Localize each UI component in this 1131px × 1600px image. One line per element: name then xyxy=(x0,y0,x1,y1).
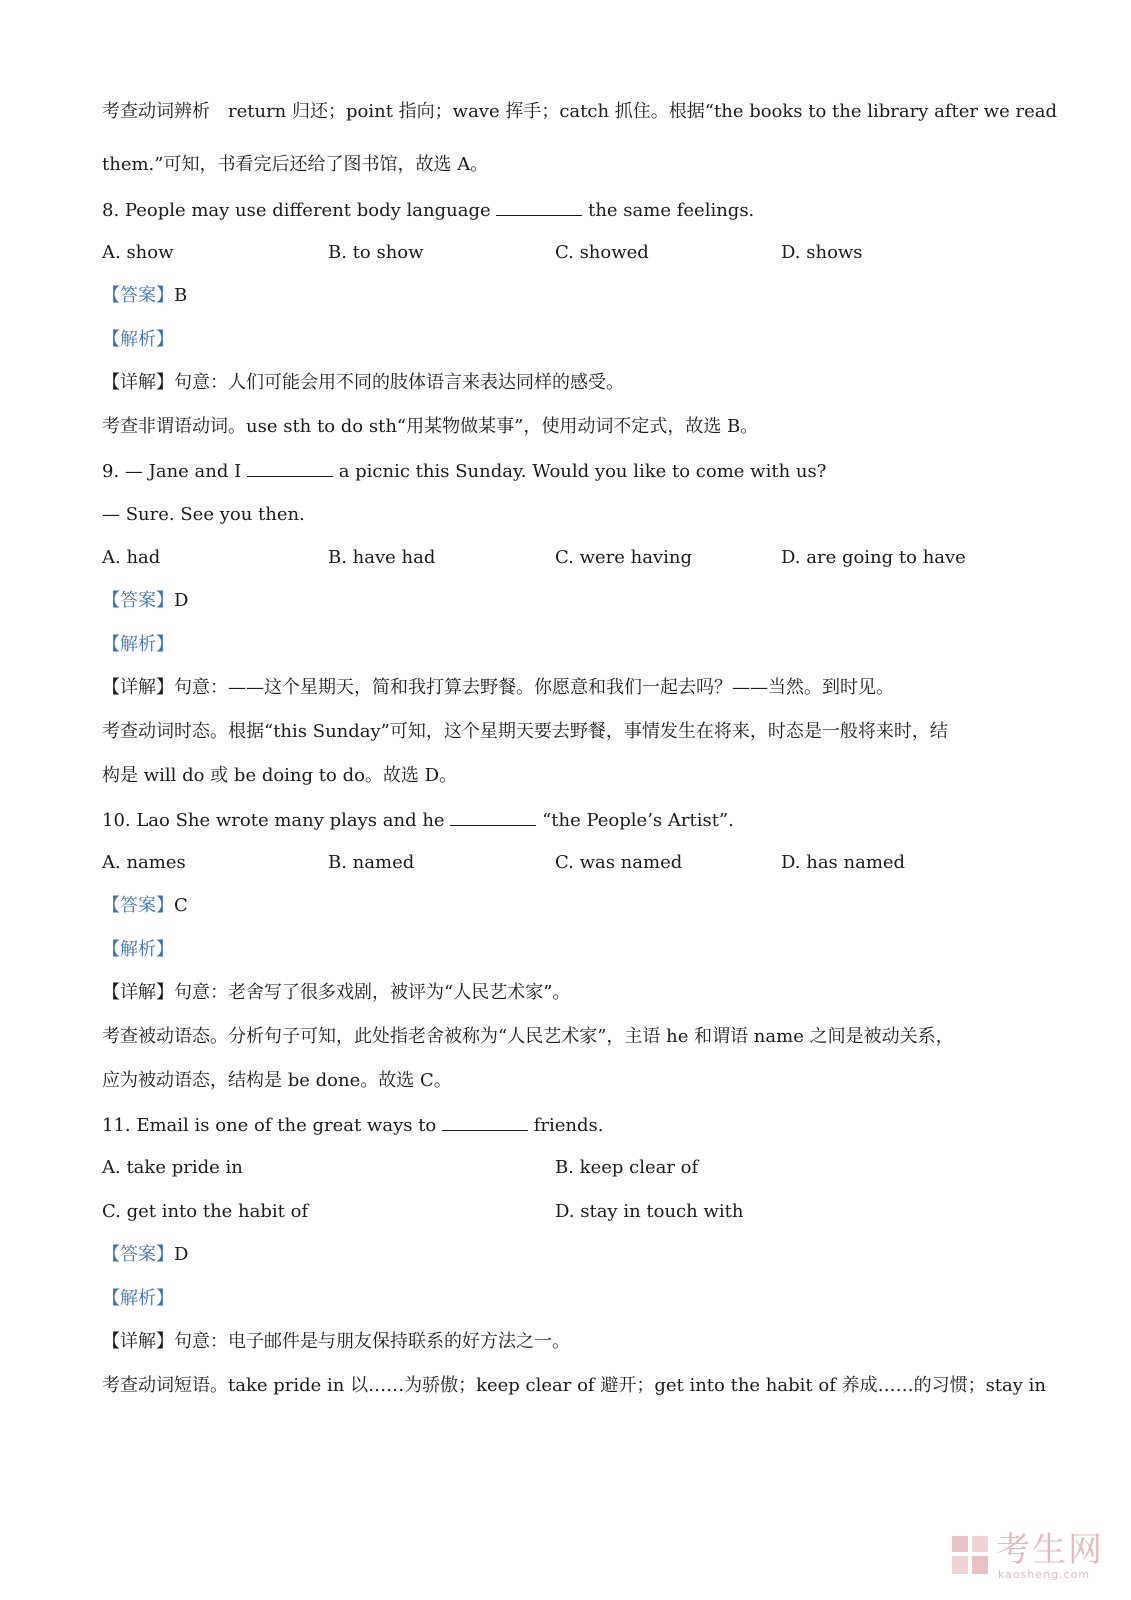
watermark-logo xyxy=(950,1530,1110,1580)
q9-detail: 【详解】句意：——这个星期天，简和我打算去野餐。你愿意和我们一起去吗？——当然。到时见。 xyxy=(102,677,894,698)
q11-blank xyxy=(442,1112,528,1131)
q10-explain-2: 应为被动语态，结构是 be done。故选 C。 xyxy=(102,1070,452,1091)
q10-explain-1: 考查被动语态。分析句子可知，此处指老舍被称为“人民艺术家”，主语 he 和谓语 name 之间是被动关系， xyxy=(102,1026,954,1047)
q11-option-d: D. stay in touch with xyxy=(555,1201,744,1222)
watermark-text: 考生网 xyxy=(996,1530,1104,1570)
q9-reply: — Sure. See you then. xyxy=(102,504,305,525)
q8-stem xyxy=(102,197,754,224)
q9-blank xyxy=(247,458,333,477)
q10-option-c: C. was named xyxy=(555,852,683,873)
q11-option-b: B. keep clear of xyxy=(555,1157,699,1178)
q8-answer-label: 【答案】 xyxy=(102,285,174,306)
q10-answer-value: C xyxy=(174,895,188,916)
q9-answer xyxy=(102,588,188,614)
q9-answer-value: D xyxy=(174,590,189,611)
q11-answer-value: D xyxy=(174,1244,189,1265)
q11-stem-post: friends. xyxy=(533,1115,604,1136)
q10-option-a: A. names xyxy=(102,852,186,873)
q9-stem-post: a picnic this Sunday. Would you like to come with us? xyxy=(338,461,827,482)
q10-blank xyxy=(450,807,536,826)
q9-option-a: A. had xyxy=(102,547,161,568)
q11-explain-1: 考查动词短语。take pride in 以……为骄傲；keep clear of 避开；get into the habit of 养成……的习惯；stay in xyxy=(102,1375,1047,1396)
q11-stem xyxy=(102,1112,603,1139)
q8-option-b: B. to show xyxy=(328,242,424,263)
intro-line-1: 考查动词辨析 return 归还；point 指向；wave 挥手；catch 抓住。根据“the books to the library after we read xyxy=(102,101,1058,122)
q8-explain-1: 考查非谓语动词。use sth to do sth“用某物做某事”，使用动词不定式，故选 B。 xyxy=(102,416,759,437)
q8-option-d: D. shows xyxy=(781,242,863,263)
q8-answer xyxy=(102,283,187,309)
q11-detail: 【详解】句意：电子邮件是与朋友保持联系的好方法之一。 xyxy=(102,1331,570,1352)
q9-stem xyxy=(102,458,826,485)
q8-blank xyxy=(496,197,582,216)
q9-answer-label: 【答案】 xyxy=(102,590,174,611)
q10-answer xyxy=(102,893,188,919)
intro-line-2: them.”可知，书看完后还给了图书馆，故选 A。 xyxy=(102,154,489,175)
q9-explain-1: 考查动词时态。根据“this Sunday”可知，这个星期天要去野餐，事情发生在将来，时态是一般将来时，结 xyxy=(102,721,948,742)
q8-detail: 【详解】句意：人们可能会用不同的肢体语言来表达同样的感受。 xyxy=(102,372,624,393)
kaosheng-logo-icon xyxy=(950,1534,990,1576)
q11-analysis-label: 【解析】 xyxy=(102,1288,174,1309)
q8-stem-post: the same feelings. xyxy=(588,200,755,221)
q10-detail: 【详解】句意：老舍写了很多戏剧，被评为“人民艺术家”。 xyxy=(102,982,571,1003)
q10-answer-label: 【答案】 xyxy=(102,895,174,916)
q8-analysis-label: 【解析】 xyxy=(102,329,174,350)
q9-option-c: C. were having xyxy=(555,547,692,568)
q10-analysis-label: 【解析】 xyxy=(102,939,174,960)
q11-answer xyxy=(102,1242,188,1268)
q10-option-d: D. has named xyxy=(781,852,906,873)
q8-option-a: A. show xyxy=(102,242,174,263)
q11-option-a: A. take pride in xyxy=(102,1157,243,1178)
q10-stem-pre: 10. Lao She wrote many plays and he xyxy=(102,810,445,831)
q9-explain-2: 构是 will do 或 be doing to do。故选 D。 xyxy=(102,765,458,786)
q8-stem-pre: 8. People may use different body language xyxy=(102,200,491,221)
q11-stem-pre: 11. Email is one of the great ways to xyxy=(102,1115,437,1136)
q10-stem-post: “the People’s Artist”. xyxy=(542,810,734,831)
q9-option-d: D. are going to have xyxy=(781,547,966,568)
q8-option-c: C. showed xyxy=(555,242,649,263)
q10-stem xyxy=(102,807,734,834)
q9-option-b: B. have had xyxy=(328,547,436,568)
q8-answer-value: B xyxy=(174,285,188,306)
q11-option-c: C. get into the habit of xyxy=(102,1201,309,1222)
q11-answer-label: 【答案】 xyxy=(102,1244,174,1265)
q9-stem-pre: 9. — Jane and I xyxy=(102,461,242,482)
q9-analysis-label: 【解析】 xyxy=(102,634,174,655)
q10-option-b: B. named xyxy=(328,852,415,873)
watermark-sub: kaosheng.com xyxy=(998,1568,1091,1581)
